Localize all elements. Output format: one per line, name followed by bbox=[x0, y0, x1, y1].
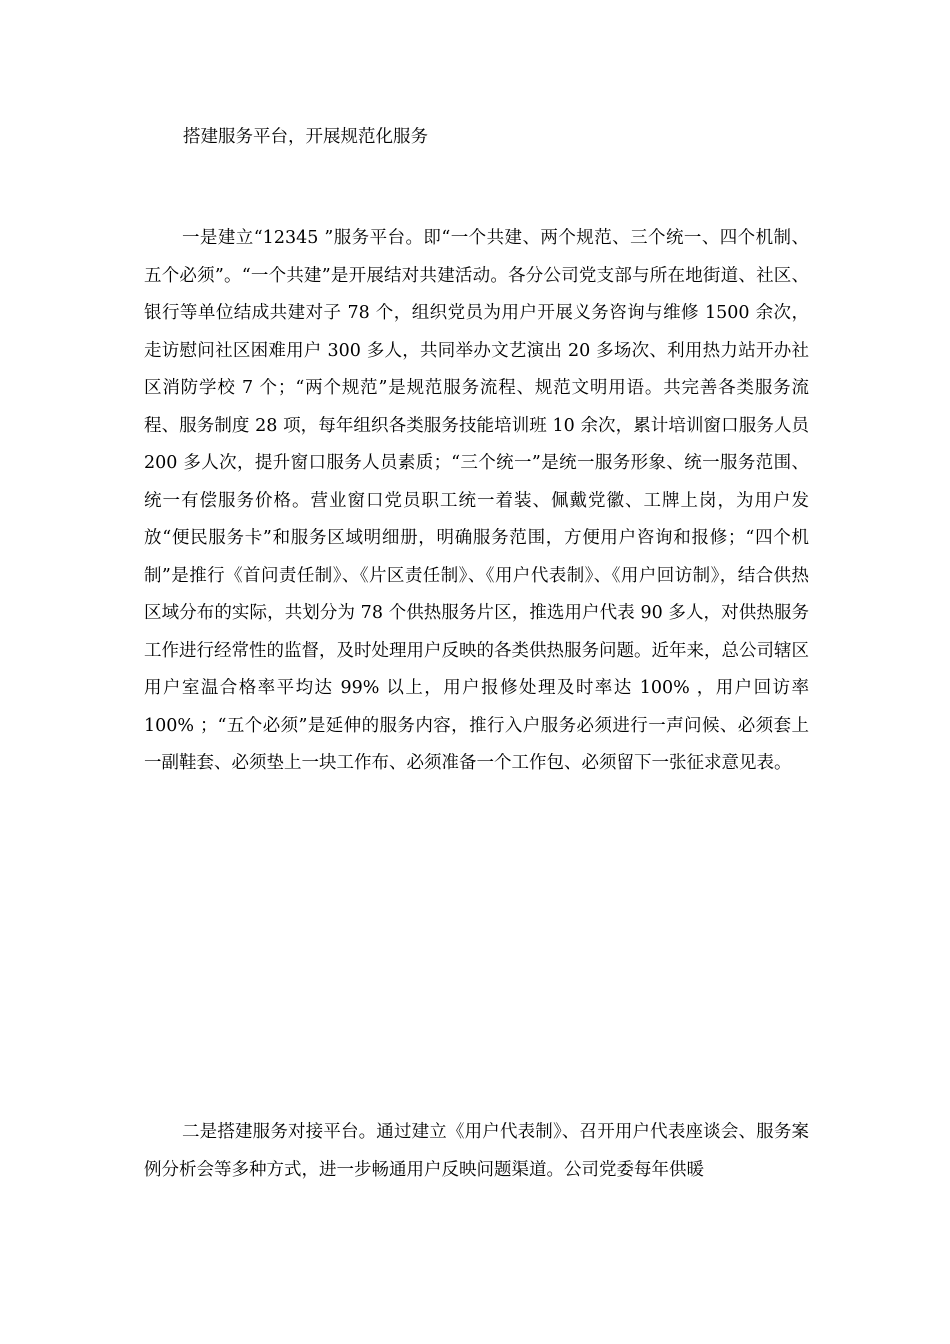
paragraph-service-platform: 一是建立“12345 ”服务平台。即“一个共建、两个规范、三个统一、四个机制、五个必须”。“一个共建”是开展结对共建活动。各分公司党支部与所在地街道、社区、银行等单位结成共建对子 78 个，组织党员为用户开展义务咨询与维修 1500 余次，走访慰问社区困难用户 300 多人，共同举办文艺演出 20 多场次、利用热力站开办社区消防学校 7 个；“两个规范”是规范服务流程、规范文明用语。共完善各类服务流程、服务制度 28 项，每年组织各类服务技能培训班 10 余次，累计培训窗口服务人员 200 多人次，提升窗口服务人员素质；“三个统一”是统一服务形象、统一服务范围、统一有偿服务价格。营业窗口党员职工统一着装、佩戴党徽、工牌上岗，为用户发放“便民服务卡”和服务区域明细册，明确服务范围，方便用户咨询和报修；“四个机制”是推行《首问责任制》、《片区责任制》、《用户代表制》、《用户回访制》，结合供热区域分布的实际，共划分为 78 个供热服务片区，推选用户代表 90 多人，对供热服务工作进行经常性的监督，及时处理用户反映的各类供热服务问题。近年来，总公司辖区用户室温合格率平均达 99% 以上，用户报修处理及时率达 100% ，用户回访率 100% ；“五个必须”是延伸的服务内容，推行入户服务必须进行一声问候、必须套上一副鞋套、必须垫上一块工作布、必须准备一个工作包、必须留下一张征求意见表。 bbox=[144, 228, 809, 773]
section-heading: 搭建服务平台，开展规范化服务 bbox=[183, 127, 428, 147]
paragraph-service-docking: 二是搭建服务对接平台。通过建立《用户代表制》、召开用户代表座谈会、服务案例分析会等多种方式，进一步畅通用户反映问题渠道。公司党委每年供暖 bbox=[144, 1122, 809, 1180]
